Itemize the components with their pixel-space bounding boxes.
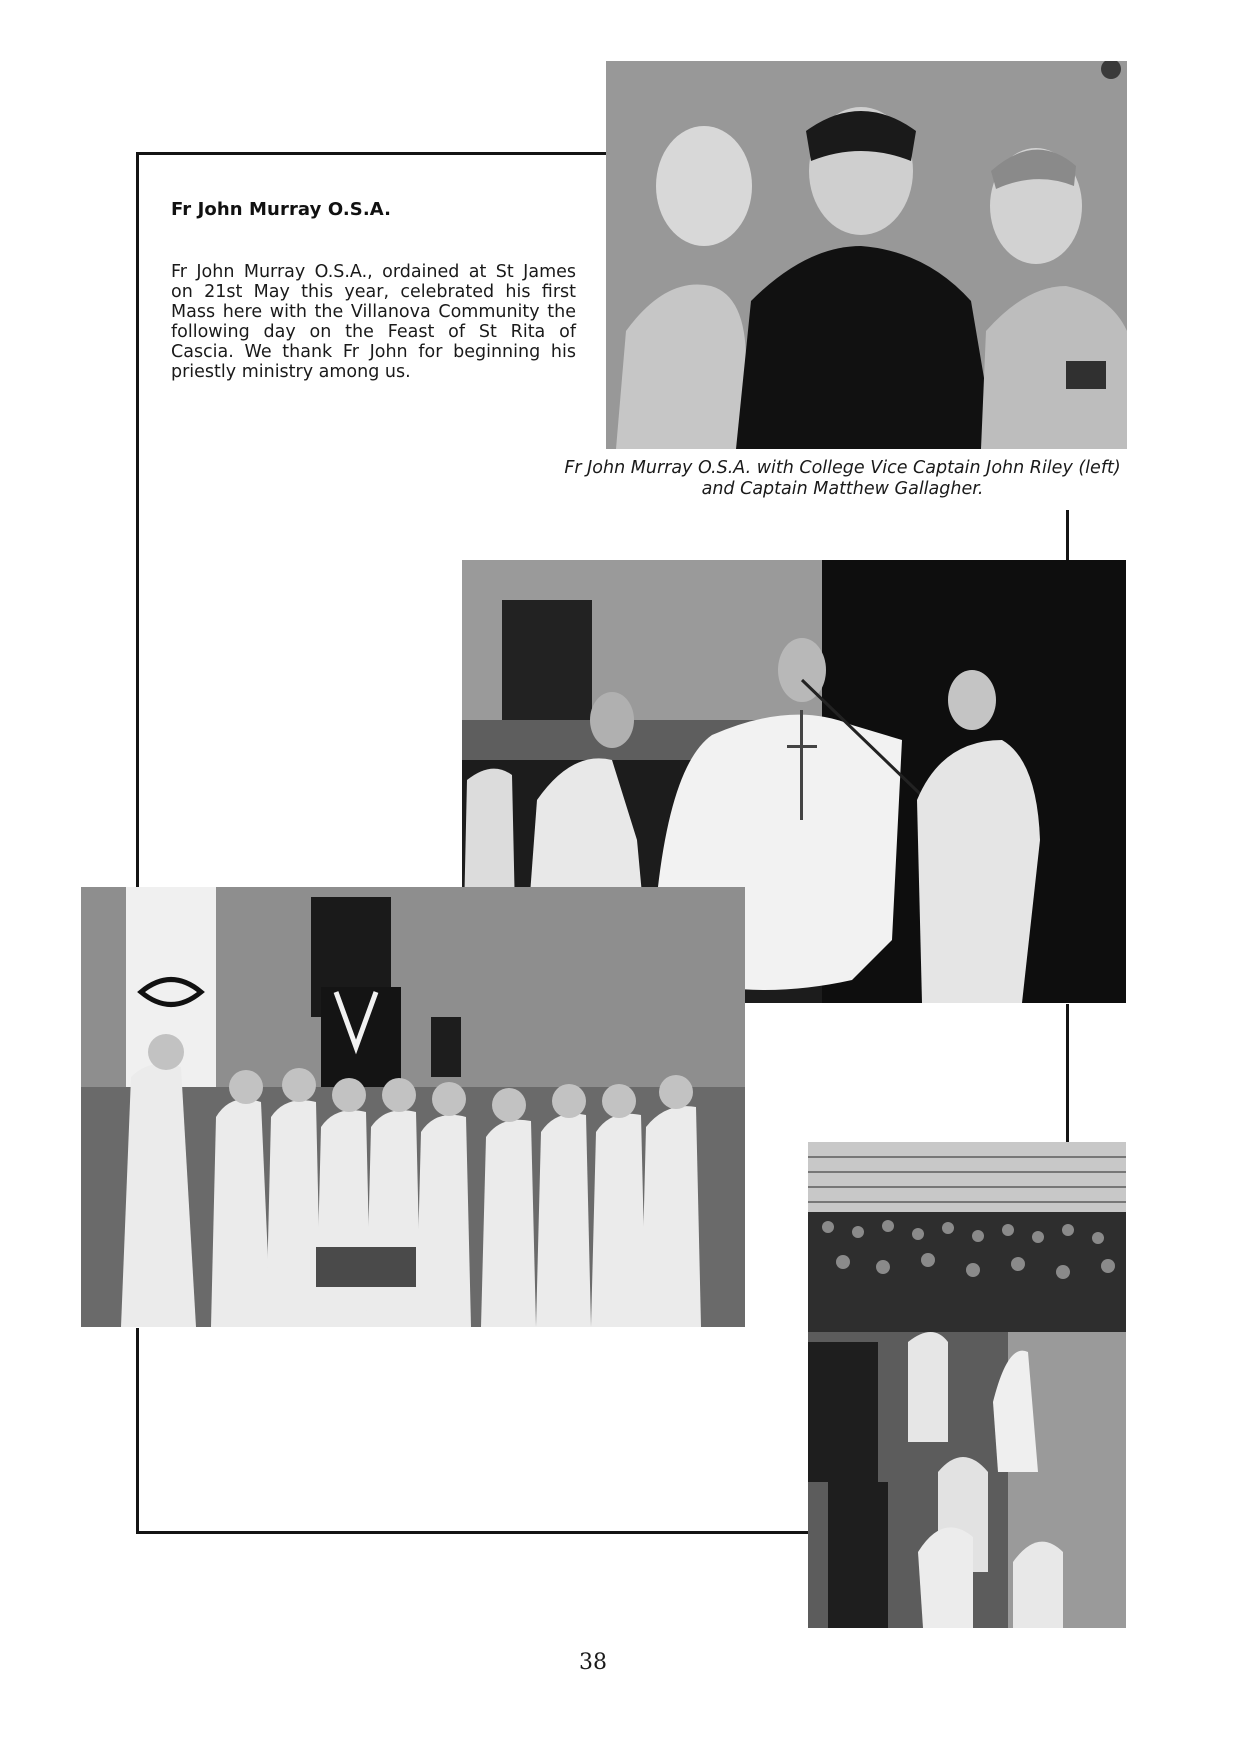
photo-portrait: [606, 61, 1127, 449]
photo-communion-crowd-graphic: [808, 1142, 1126, 1628]
photo-communion-crowd: [808, 1142, 1126, 1628]
frame-rule-left-lower: [136, 1328, 139, 1534]
photo-portrait-graphic: [606, 61, 1127, 449]
frame-rule-right-lower: [1066, 1004, 1069, 1142]
frame-rule-top: [136, 152, 606, 155]
page-number: 38: [579, 1650, 607, 1675]
photo-concelebrants-graphic: [81, 887, 745, 1327]
frame-rule-right-upper: [1066, 510, 1069, 562]
frame-rule-left-upper: [136, 152, 139, 887]
article-body: Fr John Murray O.S.A., ordained at St James on 21st May this year, celebrated his first Mass here with the Villanova Community the following day on the Feast of St Rita of Cascia. We thank Fr John for beginning his priestly ministry among us.: [171, 262, 576, 382]
photo-concelebrants: [81, 887, 745, 1327]
article-title: Fr John Murray O.S.A.: [171, 199, 392, 220]
portrait-caption: Fr John Murray O.S.A. with College Vice Captain John Riley (left) and Captain Matthew Gallagher.: [564, 458, 1121, 499]
frame-rule-bottom: [136, 1531, 808, 1534]
